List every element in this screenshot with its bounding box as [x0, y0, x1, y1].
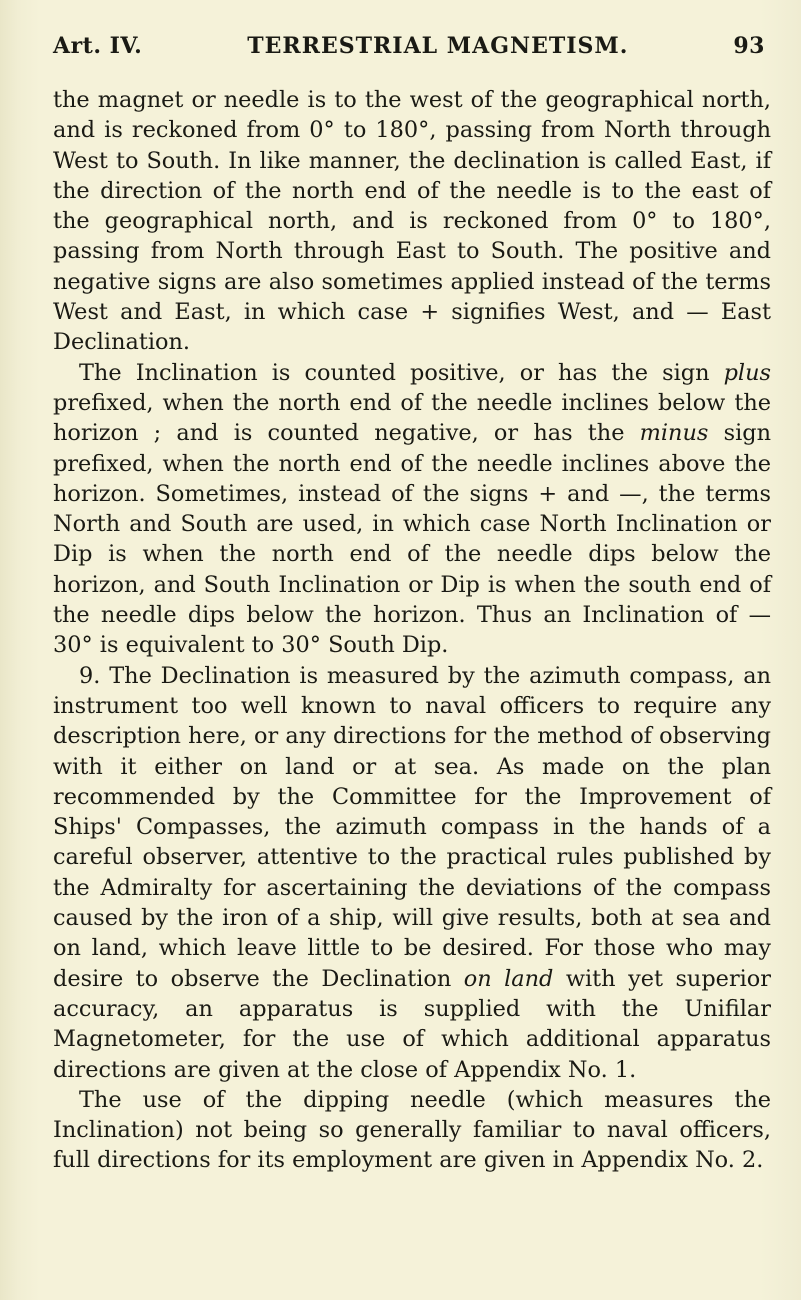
paragraph-declination-continued: the magnet or needle is to the west of the geographical north, and is reckoned from 0° to 180°, passing from North through West to South. In like manner, the declination is called East, if the direction of the north end of the needle is to the east of the geographical north, and is reckoned from 0° to 180°, passing from North through East to South. The positive and negative signs are also sometimes applied instead of the terms West and East, in which case + signifies West, and — East Declination. — [53, 87, 771, 356]
body-text — [53, 85, 771, 1176]
paragraph-inclination-part2: prefixed, when the north end of the needle inclines below the horizon ; and is counted negative, or has the — [53, 389, 771, 447]
paragraph-section-9-part2: with yet superior accuracy, an apparatus is supplied with the Unifilar Magnetometer, for the use of which additional apparatus directions are given at the close of Appendix No. 1. — [53, 965, 771, 1083]
paragraph-inclination-part3: sign prefixed, when the north end of the needle inclines above the horizon. Sometimes, instead of the signs + and —, the terms North and South are used, in which case North Inclination or Dip is when the north end of the needle dips below the horizon, and South Inclination or Dip is when the south end of the needle dips below the horizon. Thus an Inclination of — 30° is equivalent to 30° South Dip. — [53, 420, 771, 659]
paragraph-inclination — [53, 358, 771, 661]
running-title: TERRESTRIAL MAGNETISM. — [247, 33, 629, 59]
on-land-italic: on land — [463, 965, 554, 992]
paragraph-section-9 — [53, 661, 771, 1085]
page-number: 93 — [733, 33, 765, 59]
article-label: Art. IV. — [53, 33, 143, 59]
paragraph-inclination-part1: The Inclination is counted positive, or has the sign — [79, 359, 724, 386]
minus-italic: minus — [639, 420, 709, 447]
running-header — [53, 33, 771, 73]
paragraph-dipping-needle: The use of the dipping needle (which measures the Inclination) not being so generally familiar to naval officers, full directions for its employment are given in Appendix No. 2. — [53, 1086, 771, 1174]
plus-italic: plus — [723, 359, 771, 386]
paragraph-section-9-part1: 9. The Declination is measured by the azimuth compass, an instrument too well known to naval officers to require any description here, or any directions for the method of observing with it either on land or at sea. As made on the plan recommended by the Committee for the Improvement of Ships' Compasses, the azimuth compass in the hands of a careful observer, attentive to the practical rules published by the Admiralty for ascertaining the deviations of the compass caused by the iron of a ship, will give results, both at sea and on land, which leave little to be desired. For those who may desire to observe the Declination — [53, 662, 771, 992]
